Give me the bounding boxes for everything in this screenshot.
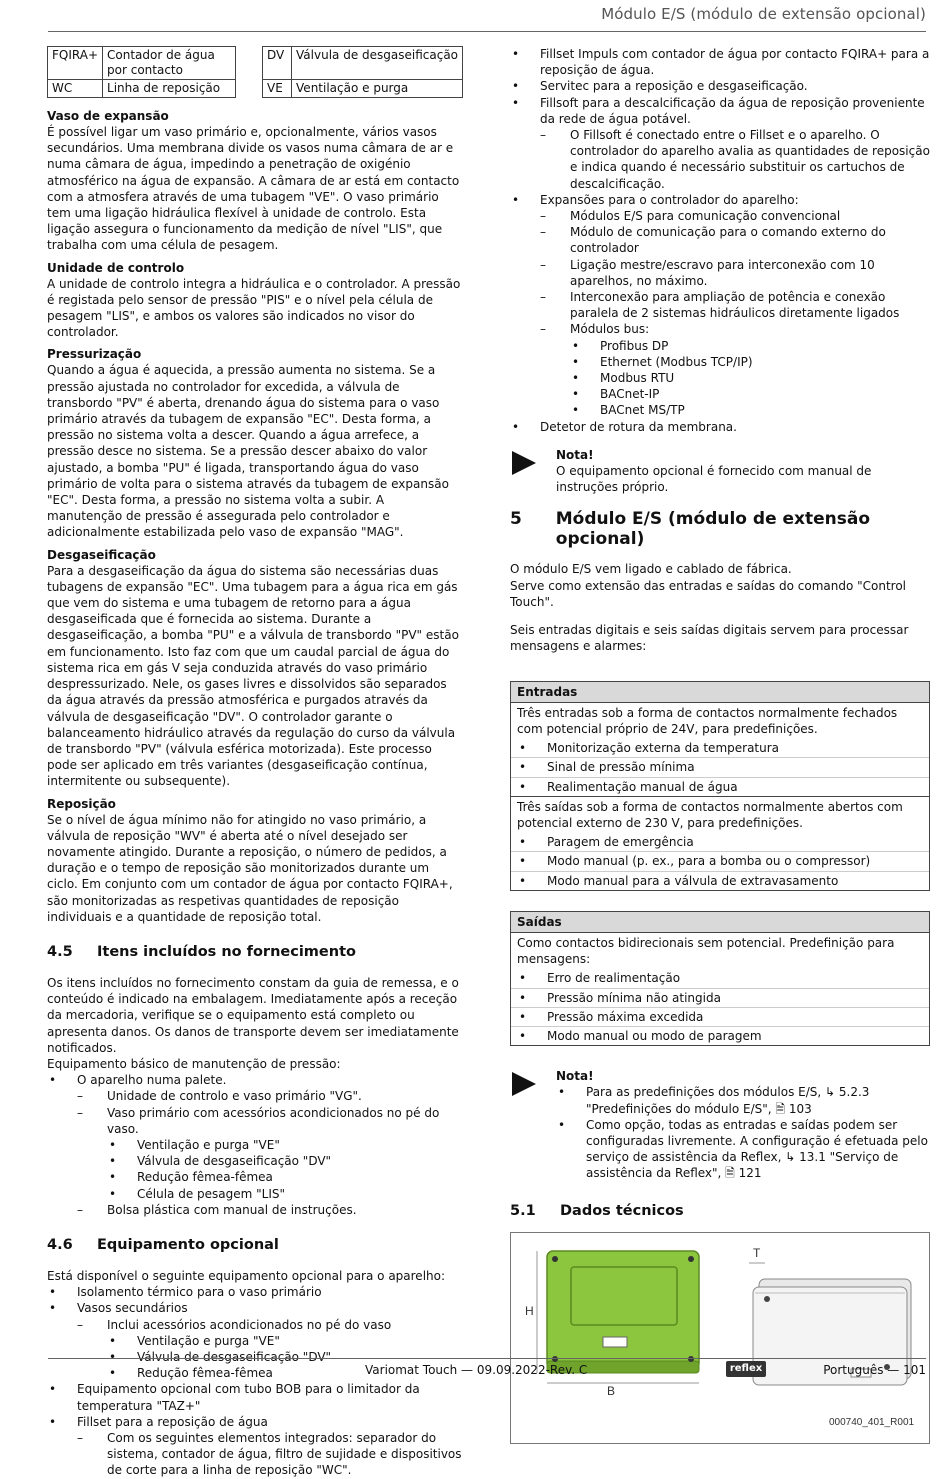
list-item: • Para as predefinições dos módulos E/S, ↳ 5.2.3 "Predefinições do módulo E/S", 🗎 103	[556, 1084, 930, 1116]
list-item: • Célula de pesagem "LIS"	[107, 1186, 463, 1202]
list-item: • Redução fêmea-fêmea	[107, 1365, 463, 1381]
list-item: • BACnet MS/TP	[570, 402, 930, 418]
list-item: • Vasos secundários – Inclui acessórios acondicionados no pé do vaso • Ventilação e purga "VE" • Válvula de desgaseificação "DV" • Redução fêmea-fêmea	[47, 1300, 463, 1381]
list-item: • Expansões para o controlador do aparelho: – Módulos E/S para comunicação convencional – Módulo de comunicação para o comando externo do controlador – Ligação mestre/escravo para interconexão com 10 aparelhos, no máximo. – Interconexão para ampliação de potência e conexão paralela de 2 sistemas hidráulicos diretamente ligados – Módulos bus: • Profibus DP • Ethernet (Modbus TCP/IP) • Modbus RTU • BACnet-IP • BACnet MS/TP	[510, 192, 930, 419]
entradas-text-1: Três entradas sob a forma de contactos normalmente fechados com potencial próprio de 24V, para predefinições.	[517, 705, 898, 736]
footer-doc: Variomat Touch — 09.09.2022-Rev. C	[365, 1363, 588, 1377]
note-arrow-icon	[512, 451, 536, 475]
module-figure	[510, 1232, 930, 1444]
list-item: • Fillset para a reposição de água – Com os seguintes elementos integrados: separador do sistema, contador de água, filtro de sujidade e dispositivos de corte para a linha de reposição "WC".	[47, 1414, 463, 1479]
list-item: – Bolsa plástica com manual de instruções.	[77, 1202, 463, 1218]
right-column	[510, 46, 930, 1444]
reflex-logo: reflex	[726, 1361, 766, 1377]
dimension-b-label: B	[607, 1383, 616, 1398]
heading-pressurizacao: Pressurização	[47, 347, 142, 362]
list-item: – Interconexão para ampliação de potência e conexão paralela de 2 sistemas hidráulicos diretamente ligados	[540, 289, 930, 321]
entradas-header: Entradas	[511, 682, 929, 703]
section-title: Módulo E/S (módulo de extensão opcional)	[555, 509, 871, 550]
saidas-header: Saídas	[511, 912, 929, 933]
paragraph-equipamento-opcional: Está disponível o seguinte equipamento opcional para o aparelho:	[47, 1268, 446, 1283]
list-item: • Equipamento opcional com tubo BOB para o limitador da temperatura "TAZ+"	[47, 1381, 463, 1413]
note-text: O equipamento opcional é fornecido com manual de instruções próprio.	[556, 464, 872, 495]
list-item: • Ventilação e purga "VE"	[107, 1333, 463, 1349]
paragraph-desgaseificacao: Para a desgaseificação da água do sistema são necessárias duas tubagens de expansão "EC". Uma tubagem para a água rica em gás que vem do sistema e uma tubagem de retorno para a água desgaseificada que é fornecida ao sistema. Durante a desgaseificação, a bomba "PU" e a válvula de transbordo "PV" estão em funcionamento. Isto faz com que um caudal parcial de água do sistema rica em gás V seja conduzida através do vaso primário despressurizado. Nele, os gases livres e dissolvidos são separados da água através da pressão atmosférica e purgados através da válvula de desgaseificação "DV". O controlador garante o balanceamento hidráulico através da regulação do curso da válvula de transbordo "PV" (válvula esférica motorizada). Este processo pode ser aplicado em três variantes (desgaseificação contínua, intermitente ou subsequente).	[47, 563, 459, 789]
abbreviation-table-left	[47, 46, 236, 98]
paragraph-s5-1: O módulo E/S vem ligado e cablado de fábrica.	[510, 562, 792, 577]
paragraph-reposicao: Se o nível de água mínimo não for atingido no vaso primário, a válvula de reposição "WV" é aberta até o nível desejado ser novamente atingido. Durante a reposição, o número de pedidos, a duração e o tempo de reposição são monitorizados durante um ciclo. Em conjunto com um contador de água por contacto FQIRA+, são monitorizadas as respetivas quantidades de reposição individuais e a quantidade de reposição total.	[47, 812, 453, 924]
note-arrow-icon	[512, 1072, 536, 1096]
list-item: • Redução fêmea-fêmea	[107, 1169, 463, 1185]
list-equipamento-opcional-cont	[510, 46, 930, 435]
paragraph-equipamento-basico: Equipamento básico de manutenção de pressão:	[47, 1056, 341, 1071]
list-item: – Módulos bus: • Profibus DP • Ethernet (Modbus TCP/IP) • Modbus RTU • BACnet-IP • BACnet MS/TP	[540, 321, 930, 418]
section-title: Equipamento opcional	[97, 1236, 279, 1253]
abbr-code: WC	[48, 80, 103, 98]
note-box	[510, 447, 930, 496]
list-item: • Como opção, todas as entradas e saídas podem ser configuradas livremente. A configuração é efetuada pelo serviço de assistência da Reflex, ↳ 13.1 "Serviço de assistência da Reflex", 🗎 121	[556, 1117, 930, 1182]
heading-vaso: Vaso de expansão	[47, 109, 169, 123]
figure-code: 000740_401_R001	[829, 1416, 915, 1428]
section-number: 4.6	[47, 1236, 73, 1253]
section-number: 5.1	[510, 1202, 536, 1219]
list-item: • Pressão máxima excedida	[511, 1007, 929, 1026]
table-row	[48, 47, 236, 80]
list-item: • Modo manual para a válvula de extravasamento	[511, 871, 929, 890]
list-item: • Servitec para a reposição e desgaseificação.	[510, 78, 930, 94]
heading-desgaseificacao: Desgaseificação	[47, 547, 156, 562]
list-item: • Pressão mínima não atingida	[511, 988, 929, 1007]
section-5-heading	[510, 509, 930, 549]
entradas-table	[510, 681, 930, 891]
list-item: • Modbus RTU	[570, 370, 930, 386]
note-title: Nota!	[556, 447, 594, 462]
list-item: • Fillsoft para a descalcificação da água de reposição proveniente da rede de água potável. – O Fillsoft é conectado entre o Fillset e o aparelho. O controlador do aparelho avalia as quantidades de reposição e indica quando é necessário substituir os cartuchos de descalcificação.	[510, 95, 930, 192]
list-item: • Isolamento térmico para o vaso primário	[47, 1284, 463, 1300]
list-item: – Módulos E/S para comunicação convencional	[540, 208, 930, 224]
footer-rule	[48, 1358, 926, 1359]
paragraph-vaso: É possível ligar um vaso primário e, opcionalmente, vários vasos secundários. Uma membrana divide os vasos numa câmara de ar e numa câmara de água, impedindo a penetração de oxigénio atmosférico na água de expansão. A câmara de ar está em contacto com a atmosfera através de uma tubagem "VE". O vaso primário tem uma ligação hidráulica flexível à unidade de controlo. Esta ligação assegura o funcionamento da medição de nível "LIS", que trabalha com uma célula de pesagem.	[47, 125, 460, 253]
list-item: – O Fillsoft é conectado entre o Fillset e o aparelho. O controlador do aparelho avalia as quantidades de reposição e indica quando é necessário substituir os cartuchos de descalcificação.	[540, 127, 930, 192]
module-illustration	[511, 1233, 929, 1443]
table-row	[263, 47, 463, 80]
heading-reposicao: Reposição	[47, 796, 116, 811]
running-header: Módulo E/S (módulo de extensão opcional)	[601, 5, 926, 23]
section-4-6-heading	[47, 1236, 463, 1254]
abbr-desc: Ventilação e purga	[292, 80, 463, 98]
section-number: 5	[510, 509, 522, 530]
saidas-text: Como contactos bidirecionais sem potencial. Predefinição para mensagens:	[517, 935, 895, 967]
list-item: • Válvula de desgaseificação "DV"	[107, 1153, 463, 1169]
list-item: • Modo manual (p. ex., para a bomba ou o compressor)	[511, 851, 929, 870]
list-item: – Inclui acessórios acondicionados no pé do vaso • Ventilação e purga "VE" • Válvula de desgaseificação "DV" • Redução fêmea-fêmea	[77, 1317, 463, 1382]
section-number: 4.5	[47, 943, 73, 960]
list-equipamento-opcional	[47, 1284, 463, 1478]
abbreviation-tables	[47, 46, 463, 98]
list-item: – Módulo de comunicação para o comando externo do controlador	[540, 224, 930, 256]
paragraph-fornecimento: Os itens incluídos no fornecimento constam da guia de remessa, e o conteúdo é indicado na embalagem. Imediatamente após a receção da mercadoria, verifique se o equipamento está completo ou apresenta danos. Os danos de transporte devem ser imediatamente notificados.	[47, 975, 459, 1055]
list-item: • Realimentação manual de água	[511, 777, 929, 797]
list-item: • Detetor de rotura da membrana.	[510, 419, 930, 435]
footer-page: Português — 101	[823, 1363, 926, 1377]
section-title: Dados técnicos	[560, 1202, 684, 1219]
abbr-desc: Contador de água por contacto	[103, 47, 236, 80]
section-title: Itens incluídos no fornecimento	[97, 943, 356, 960]
dimension-h-label: H	[525, 1303, 534, 1318]
list-item: • Erro de realimentação	[511, 969, 929, 987]
section-5-1-heading	[510, 1202, 930, 1220]
list-item: – Unidade de controlo e vaso primário "VG".	[77, 1088, 463, 1104]
list-item: • Válvula de desgaseificação "DV"	[107, 1349, 463, 1365]
paragraph-s5-2: Serve como extensão das entradas e saídas do comando "Control Touch".	[510, 578, 907, 609]
heading-unidade: Unidade de controlo	[47, 260, 185, 275]
list-item: • Monitorização externa da temperatura	[511, 739, 929, 757]
table-row	[48, 80, 236, 98]
list-fornecimento	[47, 1072, 463, 1218]
dimension-t-label: T	[753, 1245, 761, 1260]
list-item: • Paragem de emergência	[511, 833, 929, 851]
abbreviation-table-right	[262, 46, 463, 98]
paragraph-pressurizacao: Quando a água é aquecida, a pressão aumenta no sistema. Se a pressão ajustada no controlador for excedida, a válvula de transbordo "PV" é aberta, drenando água do sistema para o vaso primário através da tubagem de expansão "EC". Desta forma, a pressão no sistema volta a descer. Quando a água arrefece, a pressão desce no sistema. Se a pressão descer abaixo do valor ajustado, a bomba "PU" é ligada, transportando água do vaso primário de volta para o sistema através da tubagem de expansão "EC". Desta forma, a pressão no sistema volta a subir. A manutenção de pressão é assegurada pelo controlador e adicionalmente estabilizada pelo vaso de expansão "MAG".	[47, 363, 449, 540]
header-rule	[48, 31, 926, 32]
list-item: • Modo manual ou modo de paragem	[511, 1026, 929, 1045]
paragraph-unidade: A unidade de controlo integra a hidráulica e o controlador. A pressão é registada pelo sensor de pressão "PIS" e o nível pela célula de pesagem "LIS", e ambos os valores são indicados no visor do controlador.	[47, 276, 461, 340]
list-item: • Profibus DP	[570, 338, 930, 354]
note-box-2	[510, 1068, 930, 1181]
list-item: – Ligação mestre/escravo para interconexão com 10 aparelhos, no máximo.	[540, 257, 930, 289]
abbr-code: VE	[263, 80, 292, 98]
abbr-code: DV	[263, 47, 292, 80]
abbr-code: FQIRA+	[48, 47, 103, 80]
left-column	[47, 46, 463, 1479]
saidas-table	[510, 911, 930, 1046]
section-4-5-heading	[47, 943, 463, 961]
abbr-desc: Válvula de desgaseificação	[292, 47, 463, 80]
table-row	[263, 80, 463, 98]
list-item: • O aparelho numa palete. – Unidade de controlo e vaso primário "VG". – Vaso primário com acessórios acondicionados no pé do vaso. • Ventilação e purga "VE" • Válvula de desgaseificação "DV" • Redução fêmea-fêmea • Célula de pesagem "LIS" – Bolsa plástica com manual de instruções.	[47, 1072, 463, 1218]
list-item: • Fillset Impuls com contador de água por contacto FQIRA+ para a reposição de água.	[510, 46, 930, 78]
list-item: – Vaso primário com acessórios acondicionados no pé do vaso. • Ventilação e purga "VE" • Válvula de desgaseificação "DV" • Redução fêmea-fêmea • Célula de pesagem "LIS"	[77, 1105, 463, 1202]
abbr-desc: Linha de reposição	[103, 80, 236, 98]
paragraph-s5-3: Seis entradas digitais e seis saídas digitais servem para processar mensagens e alarmes:	[510, 623, 909, 654]
list-item: • Sinal de pressão mínima	[511, 757, 929, 776]
list-item: • Ventilação e purga "VE"	[107, 1137, 463, 1153]
note-title: Nota!	[556, 1069, 594, 1084]
list-item: – Com os seguintes elementos integrados: separador do sistema, contador de água, filtro de sujidade e dispositivos de corte para a linha de reposição "WC".	[77, 1430, 463, 1479]
list-item: • BACnet-IP	[570, 386, 930, 402]
list-item: • Ethernet (Modbus TCP/IP)	[570, 354, 930, 370]
entradas-text-2: Três saídas sob a forma de contactos normalmente abertos com potencial externo de 230 V, para predefinições.	[517, 799, 903, 830]
